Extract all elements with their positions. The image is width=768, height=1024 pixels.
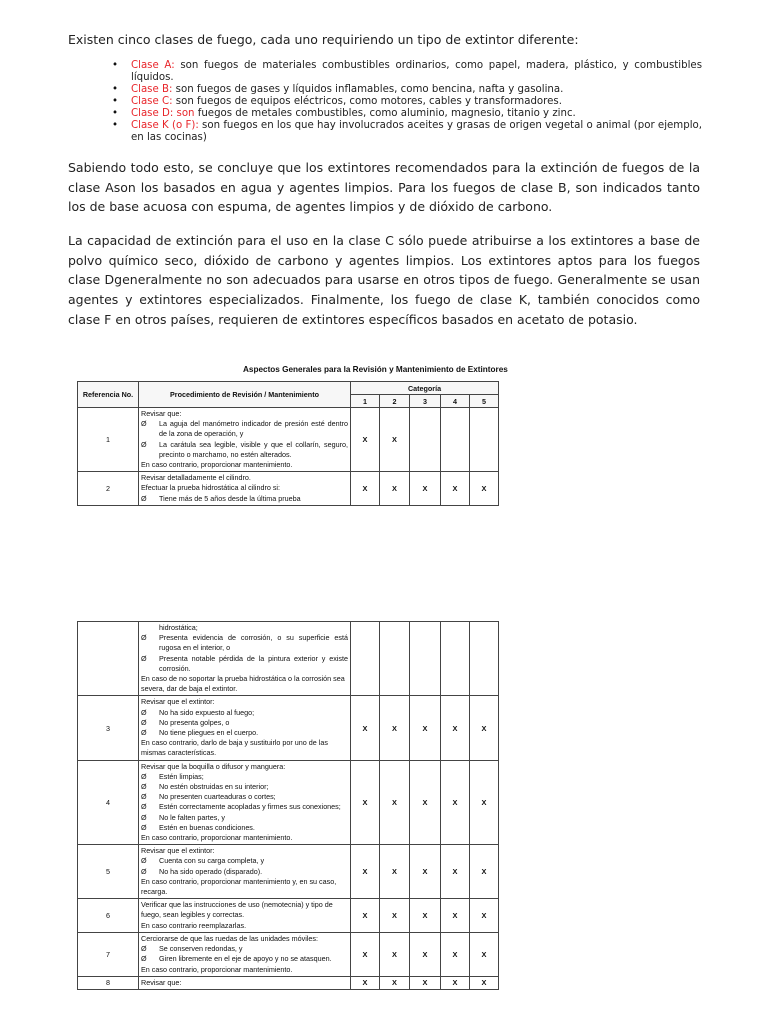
- procedure-sub-item: [141, 823, 348, 833]
- cell-procedure: [139, 472, 351, 506]
- class-description: son fuegos de gases y líquidos inflamables, como bencina, nafta y gasolina.: [172, 84, 564, 95]
- procedure-line: Cerciorarse de que las ruedas de las unidades móviles:: [141, 933, 318, 943]
- class-label: Clase D: son: [131, 108, 195, 119]
- sub-bullet-icon: Ø: [141, 419, 147, 429]
- cell-category-5-mark: X: [470, 472, 499, 506]
- sub-bullet-icon: Ø: [141, 439, 147, 449]
- sub-bullet-icon: Ø: [141, 954, 147, 964]
- sub-bullet-icon: Ø: [141, 728, 147, 738]
- cell-category-2-mark: X: [380, 845, 410, 899]
- procedure-sub-item: [141, 708, 348, 718]
- class-label: Clase K (o F):: [131, 120, 199, 131]
- table-row: [78, 899, 499, 933]
- cell-category-1-mark: [351, 622, 380, 696]
- sub-bullet-icon: Ø: [141, 812, 147, 822]
- cell-reference: 2: [78, 472, 139, 506]
- table-row: [78, 696, 499, 760]
- procedure-sub-item: [141, 440, 348, 460]
- procedure-sub-item: [141, 867, 348, 877]
- cell-category-1-mark: X: [351, 899, 380, 933]
- cell-category-2-mark: X: [380, 696, 410, 760]
- sub-item-text: Presenta evidencia de corrosión, o su superficie está rugosa en el interior, o: [159, 633, 348, 653]
- procedure-line: En caso contrario reemplazarlas.: [141, 920, 247, 930]
- cell-category-3-mark: [410, 408, 441, 472]
- cell-category-5-mark: X: [470, 932, 499, 976]
- cell-category-1-mark: X: [351, 845, 380, 899]
- sub-item-text: No tiene pliegues en el cuerpo.: [159, 728, 259, 738]
- cell-procedure: [139, 760, 351, 845]
- procedure-line: En caso contrario, proporcionar mantenimiento y, en su caso, recarga.: [141, 876, 337, 897]
- cell-category-2-mark: X: [380, 932, 410, 976]
- cell-category-3-mark: [410, 622, 441, 696]
- cell-reference: 5: [78, 845, 139, 899]
- sub-item-text: Se conserven redondas, y: [159, 944, 243, 954]
- cell-category-5-mark: X: [470, 696, 499, 760]
- sub-bullet-icon: Ø: [141, 944, 147, 954]
- procedure-sub-item: [141, 419, 348, 439]
- procedure-line: En caso contrario, proporcionar mantenimiento.: [141, 833, 293, 843]
- bullet-icon: •: [112, 84, 119, 95]
- sub-bullet-icon: Ø: [141, 633, 147, 643]
- bullet-icon: •: [112, 60, 119, 71]
- sub-bullet-icon: Ø: [141, 802, 147, 812]
- procedure-line: En caso contrario, proporcionar mantenimiento.: [141, 964, 293, 974]
- procedure-sub-item: [141, 944, 348, 954]
- cell-category-4-mark: X: [441, 696, 470, 760]
- procedure-line: Revisar detalladamente el cilindro.: [141, 473, 251, 483]
- cell-procedure: [139, 408, 351, 472]
- cell-category-1-mark: X: [351, 976, 380, 989]
- sub-item-text: No presenta golpes, o: [159, 717, 230, 727]
- procedure-line: Efectuar la prueba hidrostática al cilindro si:: [141, 483, 281, 493]
- cell-category-2-mark: X: [380, 408, 410, 472]
- class-label: Clase B:: [131, 84, 173, 95]
- table-body-part-1: [78, 408, 499, 506]
- procedure-line: hidrostática;: [159, 623, 198, 632]
- cell-reference: 3: [78, 696, 139, 760]
- table-row: [78, 472, 499, 506]
- sub-bullet-icon: Ø: [141, 707, 147, 717]
- maintenance-table-part-2: [77, 621, 499, 990]
- cell-category-4-mark: X: [441, 472, 470, 506]
- header-category-3: 3: [410, 395, 441, 408]
- cell-category-5-mark: X: [470, 760, 499, 845]
- cell-category-3-mark: X: [410, 932, 441, 976]
- header-category-2: 2: [380, 395, 410, 408]
- sub-bullet-icon: Ø: [141, 653, 147, 663]
- procedure-line: Revisar que el extintor:: [141, 846, 215, 856]
- header-procedure: Procedimiento de Revisión / Mantenimiento: [139, 382, 351, 408]
- procedure-sub-item: [141, 856, 348, 866]
- header-reference: Referencia No.: [78, 382, 139, 408]
- paragraph-conclusion: Sabiendo todo esto, se concluye que los extintores recomendados para la extinción de fuegos de la clase Ason los basados en agua y agentes limpios. Para los fuegos de clase B, son indicados tanto los de base acuosa con espuma, de agentes limpios y de dióxido de carbono.: [68, 160, 700, 215]
- bullet-icon: •: [112, 96, 119, 107]
- procedure-line: Revisar que:: [141, 977, 182, 987]
- sub-bullet-icon: Ø: [141, 771, 147, 781]
- cell-category-3-mark: X: [410, 696, 441, 760]
- sub-item-text: No ha sido expuesto al fuego;: [159, 707, 255, 717]
- cell-category-2-mark: X: [380, 899, 410, 933]
- cell-category-2-mark: X: [380, 472, 410, 506]
- cell-category-4-mark: [441, 408, 470, 472]
- cell-category-3-mark: X: [410, 899, 441, 933]
- procedure-sub-item: [141, 633, 348, 653]
- bullet-icon: •: [112, 108, 119, 119]
- sub-item-text: Presenta notable pérdida de la pintura exterior y existe corrosión.: [159, 653, 348, 673]
- cell-reference: 7: [78, 932, 139, 976]
- cell-procedure: [139, 932, 351, 976]
- header-category-4: 4: [441, 395, 470, 408]
- table-page-1-clip: [0, 0, 768, 509]
- sub-bullet-icon: Ø: [141, 493, 147, 503]
- cell-category-5-mark: [470, 622, 499, 696]
- header-category: Categoría: [351, 382, 499, 395]
- cell-reference: 6: [78, 899, 139, 933]
- header-category-1: 1: [351, 395, 380, 408]
- table-row: [78, 408, 499, 472]
- procedure-line: Revisar que la boquilla o difusor y manguera:: [141, 761, 286, 771]
- cell-category-5-mark: X: [470, 976, 499, 989]
- sub-bullet-icon: Ø: [141, 856, 147, 866]
- cell-category-2-mark: [380, 622, 410, 696]
- cell-reference: 1: [78, 408, 139, 472]
- paragraph-extinction-capacity: La capacidad de extinción para el uso en la clase C sólo puede atribuirse a los extintores a base de polvo químico seco, dióxido de carbono y agentes limpios. Los extintores aptos para los fuegos clase Dgeneralmente no son adecuados para usarse en otros tipos de fuego. Generalmente se usan agentes y extintores especializados. Finalmente, los fuego de clase K, también conocidos como clase F en otros países, requieren de extintores específicos basados en acetato de potasio.: [68, 233, 700, 327]
- sub-item-text: No estén obstruidas en su interior;: [159, 782, 269, 792]
- sub-item-text: No presenten cuarteaduras o cortes;: [159, 792, 276, 802]
- cell-category-4-mark: [441, 622, 470, 696]
- cell-category-4-mark: X: [441, 976, 470, 989]
- procedure-sub-item: [141, 718, 348, 728]
- table-row: [78, 976, 499, 989]
- sub-item-text: Estén correctamente acopladas y firmes sus conexiones;: [159, 802, 341, 812]
- bullet-icon: •: [112, 120, 119, 131]
- cell-category-2-mark: X: [380, 976, 410, 989]
- procedure-sub-item: [141, 728, 348, 738]
- header-category-5: 5: [470, 395, 499, 408]
- cell-reference: 4: [78, 760, 139, 845]
- cell-procedure: [139, 899, 351, 933]
- procedure-line: Verificar que las instrucciones de uso (nemotecnia) y tipo de fuego, sean legibles y correctas.: [141, 900, 333, 920]
- intro-text: Existen cinco clases de fuego, cada uno requiriendo un tipo de extintor diferente:: [68, 32, 579, 47]
- table-body-part-2: [78, 622, 499, 990]
- table-row: [78, 622, 499, 696]
- procedure-sub-item: [141, 782, 348, 792]
- sub-item-text: No le falten partes, y: [159, 812, 225, 822]
- sub-item-text: La carátula sea legible, visible y que el collarín, seguro, precinto o marchamo, no estén alterados.: [159, 439, 348, 459]
- cell-category-2-mark: X: [380, 760, 410, 845]
- cell-procedure: [139, 696, 351, 760]
- procedure-sub-item: [141, 772, 348, 782]
- table-row: [78, 845, 499, 899]
- procedure-line: En caso contrario, proporcionar mantenimiento.: [141, 460, 293, 470]
- cell-category-1-mark: X: [351, 932, 380, 976]
- table-row: [78, 760, 499, 845]
- cell-reference: 8: [78, 976, 139, 989]
- procedure-sub-item: [141, 792, 348, 802]
- cell-category-3-mark: X: [410, 760, 441, 845]
- table-caption: Aspectos Generales para la Revisión y Mantenimiento de Extintores: [243, 365, 508, 374]
- procedure-sub-item: [141, 802, 348, 812]
- cell-category-1-mark: X: [351, 696, 380, 760]
- cell-category-1-mark: X: [351, 408, 380, 472]
- class-description: son fuegos de equipos eléctricos, como motores, cables y transformadores.: [172, 96, 562, 107]
- sub-bullet-icon: Ø: [141, 792, 147, 802]
- class-description: son fuegos de materiales combustibles ordinarios, como papel, madera, plástico, y combustibles líquidos.: [131, 60, 702, 83]
- cell-category-4-mark: X: [441, 845, 470, 899]
- sub-item-text: Tiene más de 5 años desde la última prueba: [159, 493, 301, 503]
- table-row: [78, 932, 499, 976]
- sub-item-text: Giren libremente en el eje de apoyo y no se atasquen.: [159, 954, 332, 964]
- procedure-sub-item: [141, 654, 348, 674]
- class-label: Clase C:: [131, 96, 173, 107]
- sub-bullet-icon: Ø: [141, 717, 147, 727]
- cell-procedure: [139, 845, 351, 899]
- class-description: fuegos de metales combustibles, como aluminio, magnesio, titanio y zinc.: [194, 108, 576, 119]
- cell-reference: [78, 622, 139, 696]
- sub-item-text: No ha sido operado (disparado).: [159, 866, 263, 876]
- cell-category-5-mark: X: [470, 899, 499, 933]
- cell-category-3-mark: X: [410, 472, 441, 506]
- procedure-line: Revisar que:: [141, 409, 182, 418]
- sub-bullet-icon: Ø: [141, 866, 147, 876]
- class-description: son fuegos en los que hay involucrados aceites y grasas de origen vegetal o animal (por ejemplo, en las cocinas): [131, 120, 702, 143]
- cell-category-5-mark: [470, 408, 499, 472]
- sub-item-text: Cuenta con su carga completa, y: [159, 856, 265, 866]
- sub-bullet-icon: Ø: [141, 782, 147, 792]
- cell-category-4-mark: X: [441, 899, 470, 933]
- maintenance-table-part-1: [77, 381, 499, 506]
- procedure-line: Revisar que el extintor:: [141, 697, 215, 707]
- sub-item-text: Estén limpias;: [159, 771, 204, 781]
- sub-bullet-icon: Ø: [141, 822, 147, 832]
- cell-category-5-mark: X: [470, 845, 499, 899]
- cell-category-3-mark: X: [410, 976, 441, 989]
- cell-category-4-mark: X: [441, 932, 470, 976]
- cell-procedure: [139, 622, 351, 696]
- class-label: Clase A:: [131, 60, 175, 71]
- sub-item-text: Estén en buenas condiciones.: [159, 822, 255, 832]
- procedure-line: En caso de no soportar la prueba hidrostática o la corrosión sea severa, dar de baja el extintor.: [141, 674, 345, 694]
- cell-category-1-mark: X: [351, 472, 380, 506]
- cell-category-4-mark: X: [441, 760, 470, 845]
- procedure-sub-item: [141, 954, 348, 964]
- cell-category-1-mark: X: [351, 760, 380, 845]
- sub-item-text: La aguja del manómetro indicador de presión esté dentro de la zona de operación, y: [159, 419, 348, 439]
- cell-category-3-mark: X: [410, 845, 441, 899]
- cell-procedure: [139, 976, 351, 989]
- procedure-sub-item: [141, 494, 348, 504]
- procedure-line: En caso contrario, darlo de baja y sustituirlo por uno de las mismas características.: [141, 738, 328, 758]
- procedure-sub-item: [141, 813, 348, 823]
